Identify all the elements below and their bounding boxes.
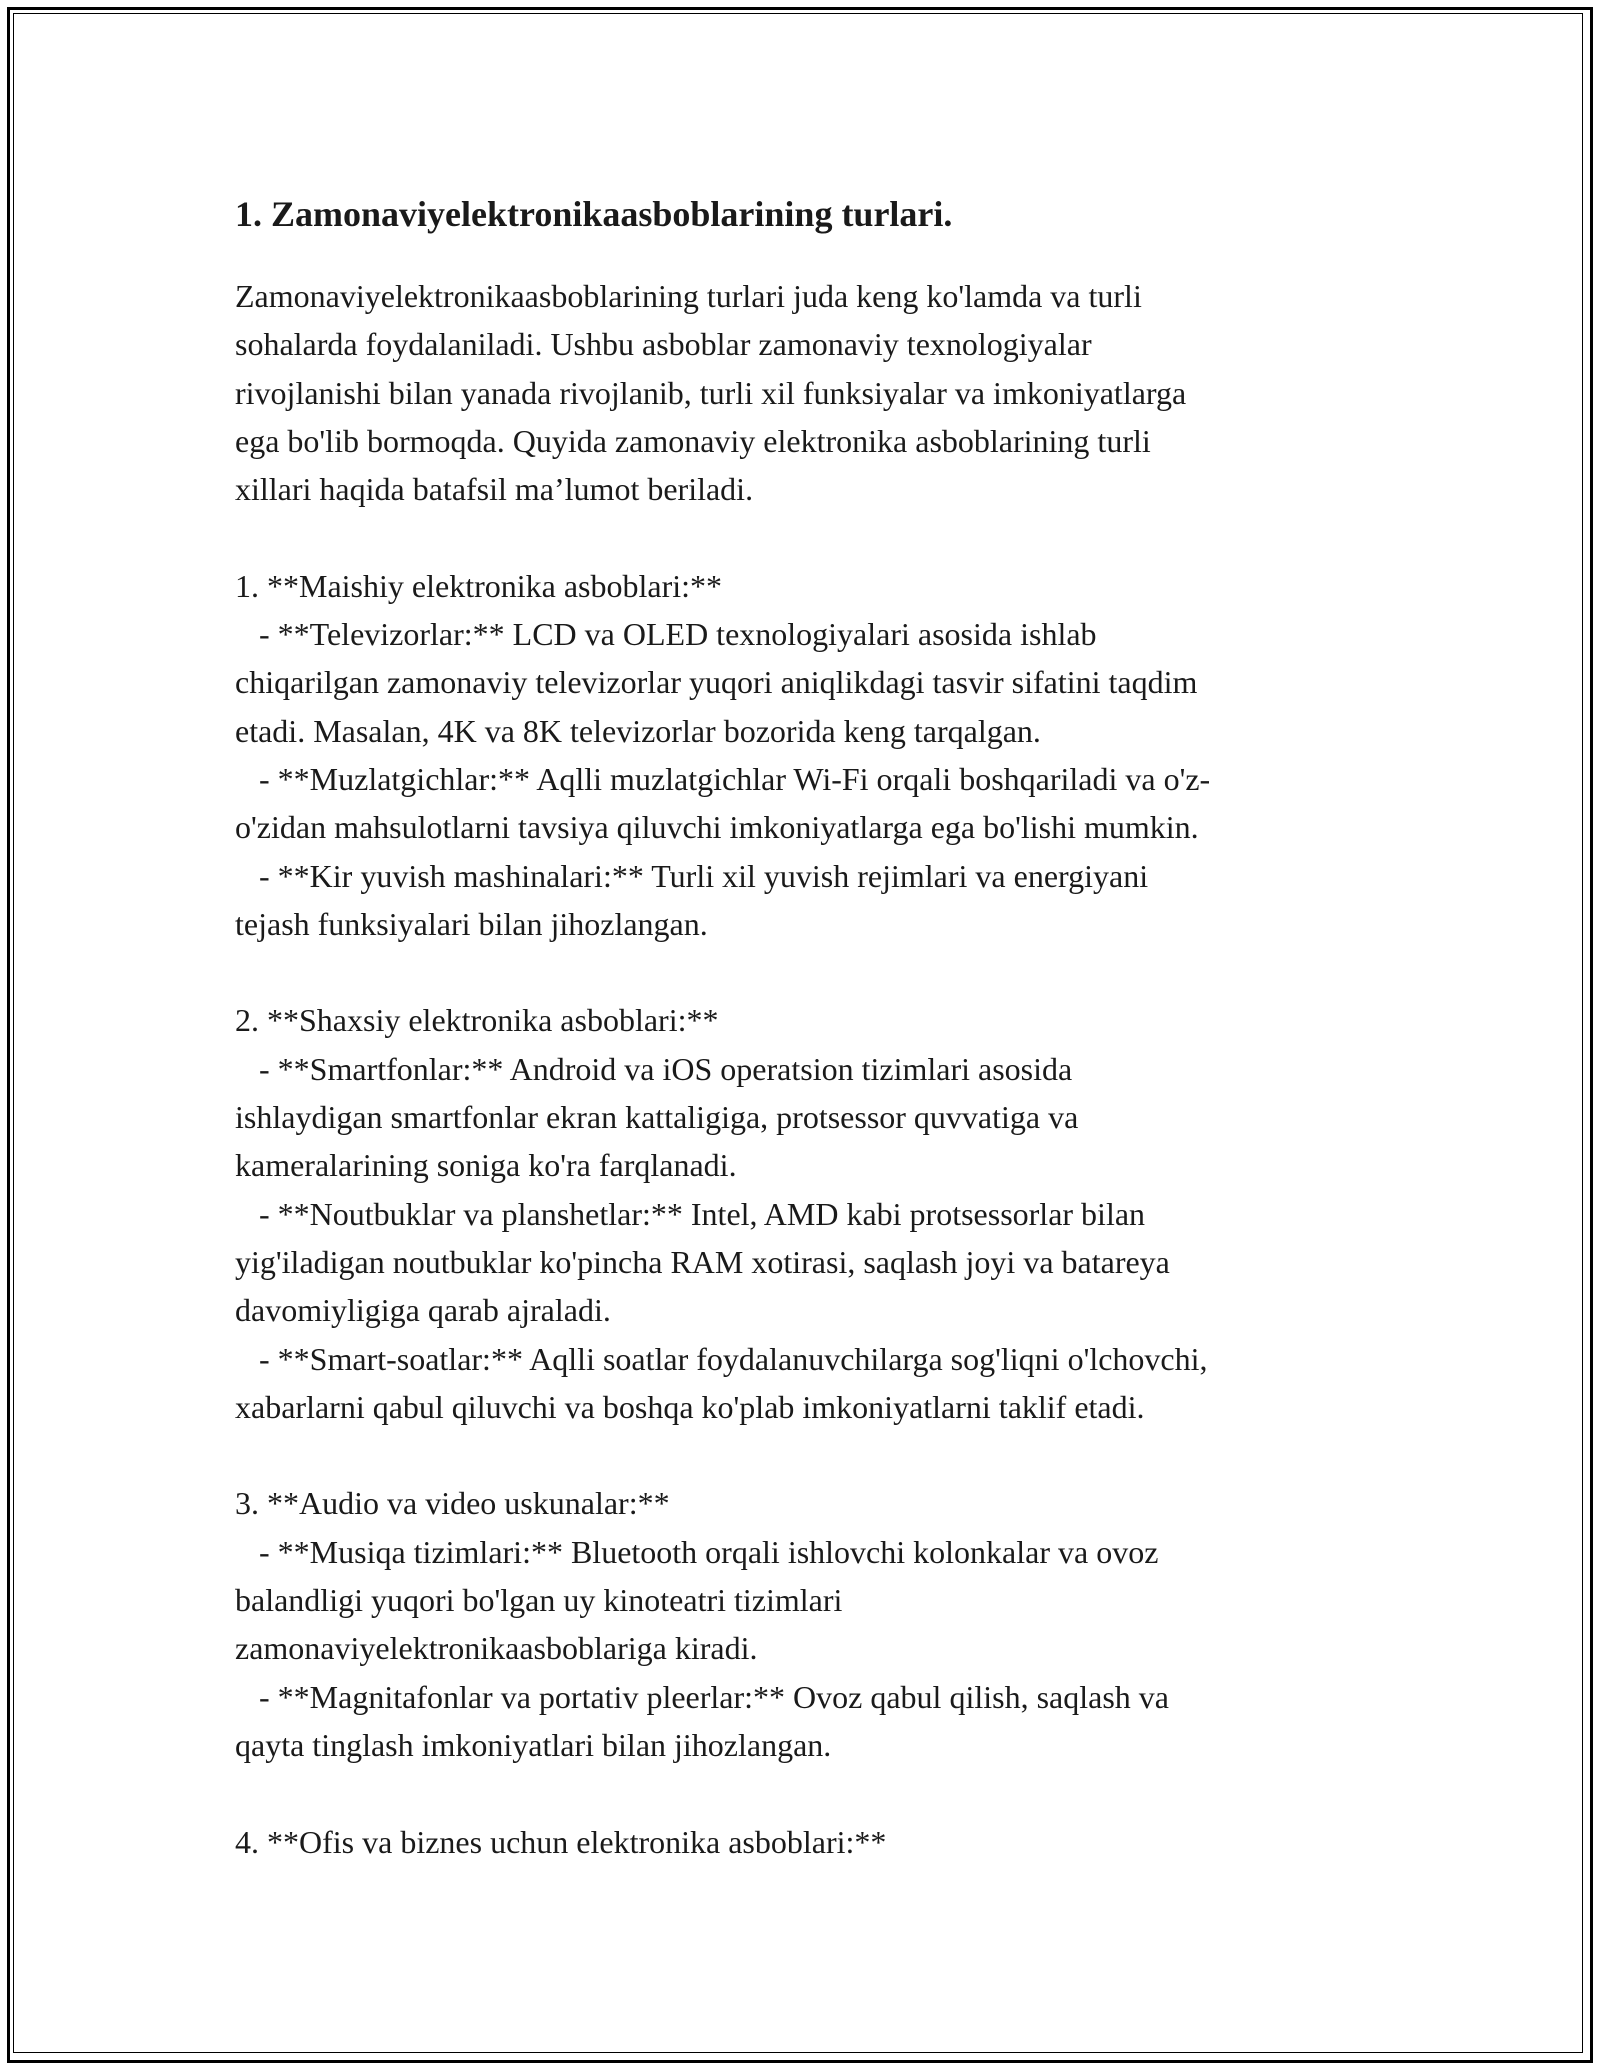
document-heading: 1. Zamonaviyelektronikaasboblarining turlari.: [235, 194, 953, 234]
document-body: Zamonaviyelektronikaasboblarining turlari juda keng ko'lamda va turli sohalarda foydalaniladi. Ushbu asboblar zamonaviy texnologiyalar rivojlanishi bilan yanada rivojlanib, turli xil funksiyalar va imkoniyatlarga ega bo'lib bormoqda. Quyida zamonaviy elektronika asboblarining turli xillari haqida batafsil ma’lumot beriladi. 1. **Maishiy elektronika asboblari:** - **Televizorlar:** LCD va OLED texnologiyalari asosida ishlab chiqarilgan zamonaviy televizorlar yuqori aniqlikdagi tasvir sifatini taqdim etadi. Masalan, 4K va 8K televizorlar bozorida keng tarqalgan. - **Muzlatgichlar:** Aqlli muzlatgichlar Wi-Fi orqali boshqariladi va o'z- o'zidan mahsulotlarni tavsiya qiluvchi imkoniyatlarga ega bo'lishi mumkin. - **Kir yuvish mashinalari:** Turli xil yuvish rejimlari va energiyani tejash funksiyalari bilan jihozlangan. 2. **Shaxsiy elektronika asboblari:** - **Smartfonlar:** Android va iOS operatsion tizimlari asosida ishlaydigan smartfonlar ekran kattaligiga, protsessor quvvatiga va kameralarining soniga ko'ra farqlanadi. - **Noutbuklar va planshetlar:** Intel, AMD kabi protsessorlar bilan yig'iladigan noutbuklar ko'pincha RAM xotirasi, saqlash joyi va batareya davomiyligiga qarab ajraladi. - **Smart-soatlar:** Aqlli soatlar foydalanuvchilarga sog'liqni o'lchovchi, xabarlarni qabul qiluvchi va boshqa ko'plab imkoniyatlarni taklif etadi. 3. **Audio va video uskunalar:** - **Musiqa tizimlari:** Bluetooth orqali ishlovchi kolonkalar va ovoz balandligi yuqori bo'lgan uy kinoteatri tizimlari zamonaviyelektronikaasboblariga kiradi. - **Magnitafonlar va portativ pleerlar:** Ovoz qabul qilish, saqlash va qayta tinglash imkoniyatlari bilan jihozlangan. 4. **Ofis va biznes uchun elektronika asboblari:**: [235, 278, 1211, 1860]
document-content: [235, 186, 1370, 1866]
